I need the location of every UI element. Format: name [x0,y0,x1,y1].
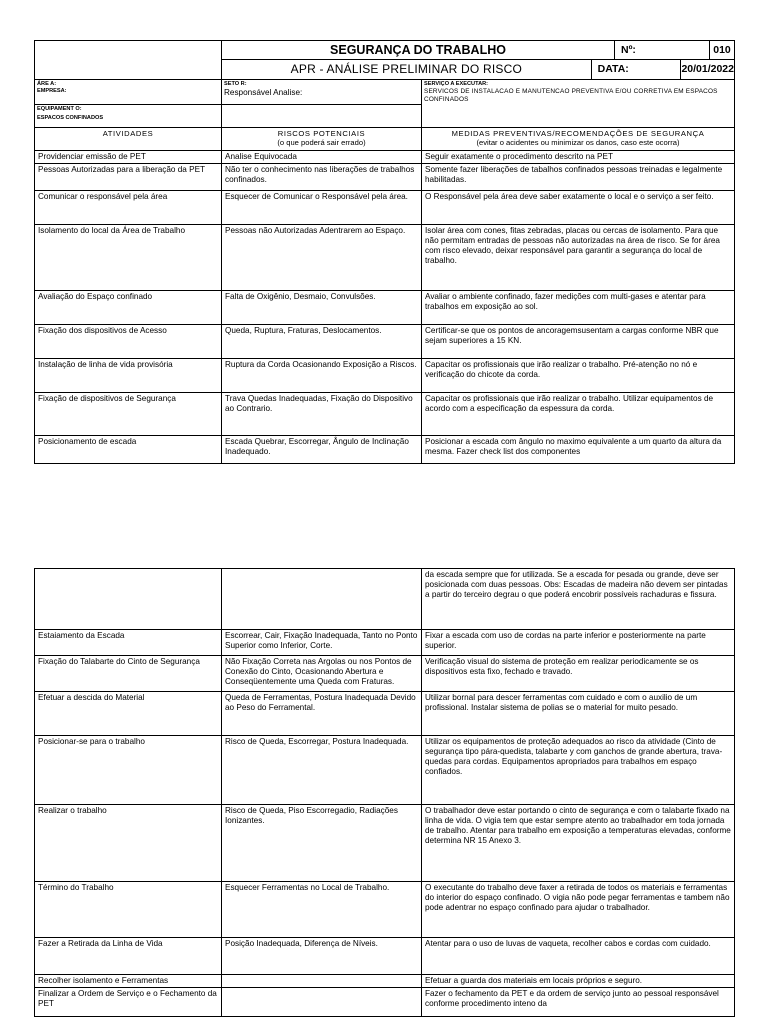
document-subtitle: APR - ANÁLISE PRELIMINAR DO RISCO [290,62,522,76]
risk-cell: Trava Quedas Inadequadas, Fixação do Dispositivo ao Contrario. [222,393,422,436]
table-row [35,191,735,225]
measure-cell: Efetuar a guarda dos materiais em locais próprios e seguro. [422,975,735,988]
table-row [35,805,735,882]
service-value: SERVICOS DE INSTALACAO E MANUTENCAO PREVENTIVA E/OU CORRETIVA EM ESPACOS CONFINADOS [424,87,718,103]
measure-cell: Fazer o fechamento da PET e da ordem de serviço junto ao pessoal responsável conforme procedimento inteno da [422,988,735,1017]
table-row [35,736,735,805]
number-value: 010 [713,44,731,56]
risk-cell: Não Fixação Correta nas Argolas ou nos Pontos de Conexão do Cinto, Ocasionando Abertura e Conseqüentemente uma Queda com Fraturas. [222,656,422,692]
risk-cell: Analise Equivocada [222,151,422,164]
risk-cell: Queda, Ruptura, Fraturas, Deslocamentos. [222,325,422,359]
table-row [35,630,735,656]
measure-cell: Avaliar o ambiente confinado, fazer medições com multi-gases e atentar para trabalhos em exposição ao sol. [422,291,735,325]
activity-cell: Isolamento do local da Área de Trabalho [35,225,222,291]
column-headers [35,128,735,151]
risk-cell: Posição Inadequada, Diferença de Níveis. [222,938,422,975]
area-label: ÁRE A: [37,81,57,87]
risk-cell [222,975,422,988]
measure-cell: Posicionar a escada com ângulo no maximo equivalente a um quarto da altura da mesma. Fazer check list dos componentes [422,436,735,464]
area-company-cell [35,80,222,105]
sector-label: SETO R: [224,81,247,87]
measure-cell: Utilizar os equipamentos de proteção adequados ao risco da atividade (Cinto de segurança tipo pára-quedista, talabarte y com ganchos de grande abertura, trava-quedas para cordas. Equipamentos apropriados para trabalhos em espaço confiados. [422,736,735,805]
activity-cell: Fixação do Talabarte do Cinto de Segurança [35,656,222,692]
service-cell [422,80,735,128]
table-row [35,225,735,291]
table-row [35,393,735,436]
document-meta [35,80,735,128]
table-row [35,164,735,191]
table-row [35,436,735,464]
measure-cell: O executante do trabalho deve faxer a retirada de todos os materiais e ferramentas do interior do espaço confinado. O vigia não pode pegar ferramentas e tambem não pode adentrar no espaço confinado para ajudar o trabalhador. [422,882,735,938]
activity-cell: Posicionar-se para o trabalho [35,736,222,805]
column-measures-note: (evitar o acidentes ou minimizar os danos, caso este ocorra) [476,138,680,147]
measure-cell: Certificar-se que os pontos de ancoragemsusentam a cargas conforme NBR que sejam superiores a 15 KN. [422,325,735,359]
measure-cell: O Responsável pela área deve saber exatamente o local e o serviço a ser feito. [422,191,735,225]
measure-cell: Capacitar os profissionais que irão realizar o trabalho. Utilizar equipamentos de acordo com a especificação da espessura da corda. [422,393,735,436]
service-label: SERVIÇO A EXECUTAR: [424,81,489,87]
activity-cell: Avaliação do Espaço confinado [35,291,222,325]
column-risks-note: (o que poderá sair errado) [277,138,366,147]
activity-cell: Instalação de linha de vida provisória [35,359,222,393]
risk-cell: Escada Quebrar, Escorregar, Ângulo de Inclinação Inadequado. [222,436,422,464]
measure-cell: Somente fazer liberações de tabalhos confinados pessoas treinadas e legalmente habilitadas. [422,164,735,191]
analyst-label: Responsável Analise: [224,87,303,97]
activity-cell: Término do Trabalho [35,882,222,938]
table-row [35,151,735,164]
measure-cell: O trabalhador deve estar portando o cinto de segurança e com o talabarte fixado na linha de vida. O vigia tem que estar sempre atento ao trabalhador em toda jornada de trabalho. Atentar para trabalho em exposição a temperaturas elevadas, conforme determina NR 15 Anexo 3. [422,805,735,882]
activity-cell: Providenciar emissão de PET [35,151,222,164]
document-title: SEGURANÇA DO TRABALHO [330,43,506,57]
risk-cell: Falta de Oxigênio, Desmaio, Convulsões. [222,291,422,325]
measure-cell: Utilizar bornal para descer ferramentas com cuidado e com o auxilio de um profissional. Instalar sistema de polias se o material for muito pesado. [422,692,735,736]
measure-cell: Capacitar os profissionais que irão realizar o trabalho. Pré-atenção no nó e verificação do chicote da corda. [422,359,735,393]
date-label: DATA: [592,60,682,79]
risk-cell [222,569,422,630]
risk-cell [222,988,422,1017]
measure-cell: Verificação visual do sistema de proteção em realizar periodicamente se os dispositivos esta fixo, fechado e travado. [422,656,735,692]
activity-cell: Fixação dos dispositivos de Acesso [35,325,222,359]
risk-cell: Risco de Queda, Piso Escorregadio, Radiações Ionizantes. [222,805,422,882]
table-row [35,692,735,736]
table-row [35,359,735,393]
measure-cell: Isolar área com cones, fitas zebradas, placas ou cercas de isolamento. Para que não permitam entradas de pessoas não autorizadas na área de risco. Se for área com risco elevado, deixar responsável para garantir a segurança do local de trabalho. [422,225,735,291]
logo-cell [35,41,222,80]
activity-cell: Comunicar o responsável pela área [35,191,222,225]
sector-analyst-cell [222,80,422,105]
risk-cell: Esquecer Ferramentas no Local de Trabalho. [222,882,422,938]
activity-cell: Fixação de dispositivos de Segurança [35,393,222,436]
measure-cell: Seguir exatamente o procedimento descrito na PET [422,151,735,164]
table-row [35,656,735,692]
risk-cell: Queda de Ferramentas, Postura Inadequada Devido ao Peso do Ferramental. [222,692,422,736]
measure-cell: da escada sempre que for utilizada. Se a escada for pesada ou grande, deve ser posicionada com duas pessoas. Obs: Escadas de madeira não devem ser pintadas a partir do terceiro degrau o que poderá encobrir possíveis rachaduras e fissura. [422,569,735,630]
activity-cell: Realizar o trabalho [35,805,222,882]
risk-cell: Risco de Queda, Escorregar, Postura Inadequada. [222,736,422,805]
risk-cell: Ruptura da Corda Ocasionando Exposição a Riscos. [222,359,422,393]
table-row [35,325,735,359]
rows-page-2 [35,569,735,1017]
document-header [35,41,735,80]
column-measures: MEDIDAS PREVENTIVAS/RECOMENDAÇÕES DE SEGURANÇA [451,129,705,138]
risk-cell: Não ter o conhecimento nas liberações de trabalhos confinados. [222,164,422,191]
table-row [35,938,735,975]
activity-cell: Pessoas Autorizadas para a liberação da PET [35,164,222,191]
column-risks: RISCOS POTENCIAIS [277,129,366,138]
risk-cell: Escorrear, Cair, Fixação Inadequada, Tanto no Ponto Superior como Inferior, Corte. [222,630,422,656]
activity-cell: Fazer a Retirada da Linha de Vida [35,938,222,975]
table-row [35,569,735,630]
table-row [35,975,735,988]
apr-table-page-2 [34,568,735,1017]
risk-cell: Pessoas não Autorizadas Adentrarem ao Espaço. [222,225,422,291]
measure-cell: Fixar a escada com uso de cordas na parte inferior e posteriormente na parte superior. [422,630,735,656]
company-label: EMPRESA: [37,87,67,94]
activity-cell [35,569,222,630]
equipment-label: EQUIPAMENT O: [37,106,82,112]
activity-cell: Finalizar a Ordem de Serviço e o Fechamento da PET [35,988,222,1017]
apr-table-page-1 [34,40,735,464]
column-activities: ATIVIDADES [102,129,154,138]
number-label: Nº: [615,41,710,59]
equipment-value: ESPACOS CONFINADOS [37,114,104,121]
activity-cell: Efetuar a descida do Material [35,692,222,736]
activity-cell: Recolher isolamento e Ferramentas [35,975,222,988]
table-row [35,988,735,1017]
date-value: 20/01/2022 [681,63,734,75]
rows-page-1 [35,151,735,464]
equipment-cell [35,105,222,128]
activity-cell: Estaiamento da Escada [35,630,222,656]
measure-cell: Atentar para o uso de luvas de vaqueta, recolher cabos e cordas com cuidado. [422,938,735,975]
activity-cell: Posicionamento de escada [35,436,222,464]
table-row [35,291,735,325]
risk-cell: Esquecer de Comunicar o Responsável pela área. [222,191,422,225]
table-row [35,882,735,938]
